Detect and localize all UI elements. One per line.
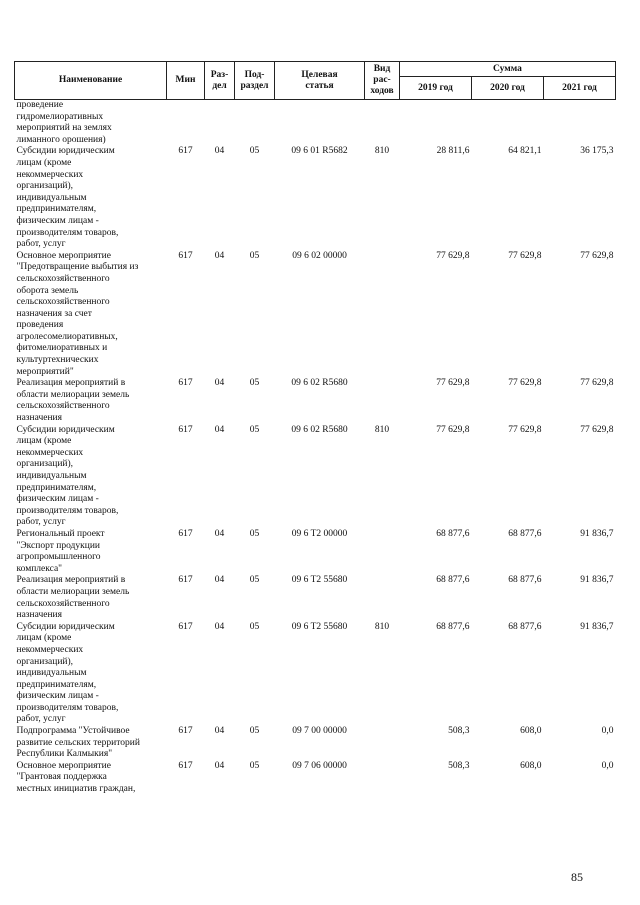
- row-min-cell: 617: [178, 250, 193, 261]
- row-target-article-cell: 09 6 02 00000: [292, 250, 347, 261]
- row-name-cell: Региональный проект "Экспорт продукции агропромышленного комплекса": [16, 528, 105, 574]
- row-razdel-cell: [205, 100, 235, 147]
- row-sum-2021-cell: 77 629,8: [580, 378, 614, 389]
- row-razdel-cell: 04: [214, 250, 225, 261]
- row-podrazdel-cell: 05: [249, 146, 260, 157]
- row-target-article-cell: 09 7 00 00000: [292, 726, 347, 737]
- row-sum-2021-cell: 0,0: [601, 726, 614, 737]
- row-sum-2019-cell: 77 629,8: [436, 378, 470, 389]
- row-podrazdel-cell: 05: [249, 760, 260, 771]
- row-expense-type-cell: 810: [374, 146, 390, 157]
- table-row: [15, 378, 616, 424]
- row-expense-type-cell: 810: [374, 424, 390, 435]
- header-min: Мин: [167, 62, 205, 100]
- row-target-article-cell: 09 6 02 R5680: [291, 378, 348, 389]
- row-sum-2020-cell: 77 629,8: [508, 250, 542, 261]
- row-sum-2020-cell: 64 821,1: [508, 146, 542, 157]
- row-expense-type-cell: [365, 100, 400, 147]
- row-sum-2021-cell: 91 836,7: [580, 575, 614, 586]
- row-podrazdel-cell: 05: [249, 726, 260, 737]
- row-razdel-cell: 04: [214, 424, 225, 435]
- row-podrazdel-cell: 05: [249, 621, 260, 632]
- row-min-cell: 617: [178, 378, 193, 389]
- row-sum-2019-cell: 77 629,8: [436, 250, 470, 261]
- header-razdel: Раз- дел: [205, 62, 235, 100]
- header-summa: Сумма: [400, 62, 616, 77]
- row-sum-2019-cell: [400, 100, 472, 147]
- row-razdel-cell: 04: [214, 528, 225, 539]
- row-min-cell: 617: [178, 760, 193, 771]
- row-sum-2020-cell: 608,0: [520, 760, 542, 771]
- header-2019: 2019 год: [400, 77, 472, 100]
- row-sum-2019-cell: 28 811,6: [436, 146, 470, 157]
- row-name-cell: Подпрограмма "Устойчивое развитие сельских территорий Республики Калмыкия": [16, 726, 140, 760]
- table-row: [15, 425, 616, 529]
- row-sum-2021-cell: 77 629,8: [580, 250, 614, 261]
- row-name-cell: Реализация мероприятий в области мелиорации земель сельскохозяйственного назначения: [16, 575, 130, 621]
- row-target-article-cell: 09 7 06 00000: [292, 760, 347, 771]
- table-row: [15, 575, 616, 621]
- row-name-cell: проведение гидромелиоративных мероприятий на землях лиманного орошения): [16, 100, 112, 145]
- page-number: 85: [571, 870, 583, 884]
- row-sum-2019-cell: 68 877,6: [436, 621, 470, 632]
- row-min-cell: 617: [178, 528, 193, 539]
- row-podrazdel-cell: 05: [249, 378, 260, 389]
- row-sum-2020-cell: 608,0: [520, 726, 542, 737]
- row-razdel-cell: 04: [214, 575, 225, 586]
- row-target-article-cell: 09 6 02 R5680: [291, 424, 348, 435]
- row-target-article-cell: 09 6 01 R5682: [291, 146, 348, 157]
- row-min-cell: 617: [178, 575, 193, 586]
- table-row: [15, 100, 616, 147]
- row-min-cell: [167, 100, 205, 147]
- row-podrazdel-cell: 05: [249, 575, 260, 586]
- row-sum-2021-cell: 91 836,7: [580, 621, 614, 632]
- row-sum-2019-cell: 68 877,6: [436, 575, 470, 586]
- row-min-cell: 617: [178, 726, 193, 737]
- row-sum-2020-cell: [472, 100, 544, 147]
- row-sum-2021-cell: 36 175,3: [580, 146, 614, 157]
- row-sum-2020-cell: 68 877,6: [508, 621, 542, 632]
- table-body: [15, 100, 616, 796]
- row-expense-type-cell: [365, 575, 400, 621]
- row-sum-2021-cell: 0,0: [601, 760, 614, 771]
- table-row: [15, 622, 616, 726]
- header-name: Наименование: [15, 62, 167, 100]
- header-2020: 2020 год: [472, 77, 544, 100]
- row-sum-2020-cell: 68 877,6: [508, 575, 542, 586]
- table-row: [15, 726, 616, 761]
- row-expense-type-cell: 810: [374, 621, 390, 632]
- row-expense-type-cell: [365, 378, 400, 424]
- row-target-article-cell: [275, 100, 365, 147]
- row-sum-2020-cell: 77 629,8: [508, 378, 542, 389]
- row-name-cell: Субсидии юридическим лицам (кроме некоммерческих организаций), индивидуальным предпринимателям, физическим лицам - производителям товаров, работ, услуг: [16, 146, 119, 250]
- row-razdel-cell: 04: [214, 146, 225, 157]
- row-razdel-cell: 04: [214, 760, 225, 771]
- row-razdel-cell: 04: [214, 621, 225, 632]
- budget-table: [14, 61, 616, 796]
- table-header: [15, 62, 616, 100]
- row-sum-2019-cell: 508,3: [448, 760, 470, 771]
- table-row: [15, 529, 616, 575]
- header-2021: 2021 год: [544, 77, 616, 100]
- row-sum-2020-cell: 68 877,6: [508, 528, 542, 539]
- header-vid: Вид рас- ходов: [365, 62, 400, 100]
- row-sum-2019-cell: 508,3: [448, 726, 470, 737]
- row-target-article-cell: 09 6 T2 55680: [291, 575, 348, 586]
- row-sum-2019-cell: 68 877,6: [436, 528, 470, 539]
- table-row: [15, 251, 616, 379]
- row-sum-2021-cell: [544, 100, 616, 147]
- row-sum-2020-cell: 77 629,8: [508, 424, 542, 435]
- row-min-cell: 617: [178, 146, 193, 157]
- row-name-cell: Основное мероприятие "Предотвращение выбытия из сельскохозяйственного оборота земель сельскохозяйственного назначения за счет проведения агролесомелиоративных, фитомелиоративных и культуртехнических мероприятий": [16, 250, 139, 377]
- table-row: [15, 146, 616, 250]
- row-razdel-cell: 04: [214, 378, 225, 389]
- header-celevaya: Целевая статья: [275, 62, 365, 100]
- row-podrazdel-cell: [235, 100, 275, 147]
- row-target-article-cell: 09 6 T2 00000: [291, 528, 348, 539]
- row-razdel-cell: 04: [214, 726, 225, 737]
- row-sum-2021-cell: 91 836,7: [580, 528, 614, 539]
- row-target-article-cell: 09 6 T2 55680: [291, 621, 348, 632]
- row-min-cell: 617: [178, 621, 193, 632]
- row-expense-type-cell: [365, 251, 400, 379]
- table-row: [15, 761, 616, 796]
- header-podrazdel: Под- раздел: [235, 62, 275, 100]
- row-expense-type-cell: [365, 726, 400, 761]
- row-sum-2021-cell: 77 629,8: [580, 424, 614, 435]
- row-name-cell: Субсидии юридическим лицам (кроме некоммерческих организаций), индивидуальным предпринимателям, физическим лицам - производителям товаров, работ, услуг: [16, 424, 119, 528]
- row-name-cell: Субсидии юридическим лицам (кроме некоммерческих организаций), индивидуальным предпринимателям, физическим лицам - производителям товаров, работ, услуг: [16, 621, 119, 725]
- row-min-cell: 617: [178, 424, 193, 435]
- row-expense-type-cell: [365, 761, 400, 796]
- row-name-cell: Реализация мероприятий в области мелиорации земель сельскохозяйственного назначения: [16, 378, 130, 424]
- row-sum-2019-cell: 77 629,8: [436, 424, 470, 435]
- row-podrazdel-cell: 05: [249, 250, 260, 261]
- row-expense-type-cell: [365, 529, 400, 575]
- row-podrazdel-cell: 05: [249, 424, 260, 435]
- row-name-cell: Основное мероприятие "Грантовая поддержка местных инициатив граждан,: [16, 760, 136, 795]
- row-podrazdel-cell: 05: [249, 528, 260, 539]
